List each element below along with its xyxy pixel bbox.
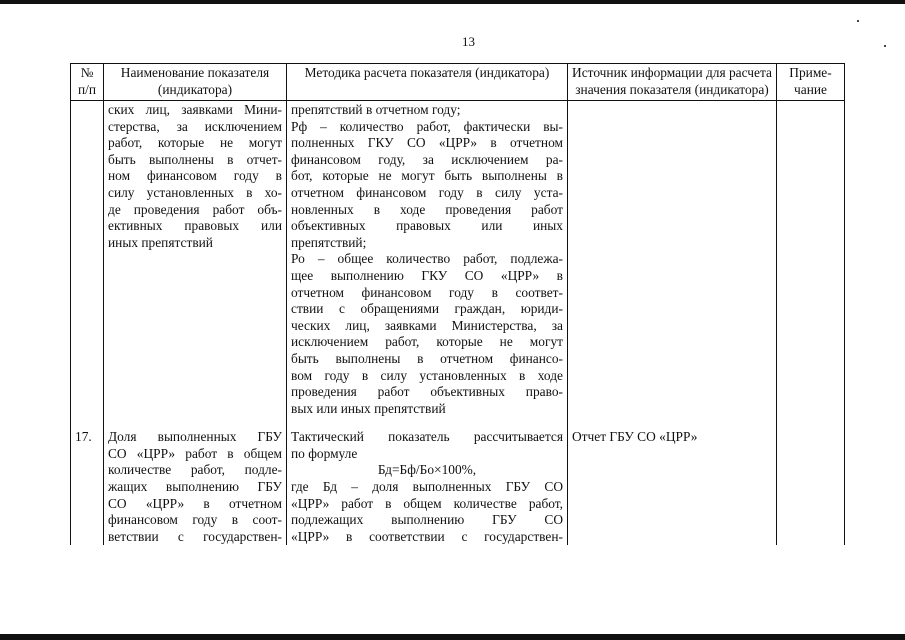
- row-number-cell: [71, 101, 104, 418]
- information-source-cell: Отчет ГБУ СО «ЦРР»: [568, 429, 777, 545]
- information-source-cell: [568, 101, 777, 418]
- text-line: стерства, за исключением: [108, 118, 282, 134]
- text-line: силу установленных в хо-: [108, 184, 282, 200]
- text-line: Ро – общее количество работ, подлежа-: [291, 251, 563, 267]
- scan-speck: [884, 45, 886, 47]
- text-line: ном финансовом году в: [108, 168, 282, 184]
- calculation-method-cell: [287, 429, 568, 545]
- text-line: де проведения работ объ-: [108, 201, 282, 217]
- text-line: отчетном финансовом году в соответ-: [291, 284, 563, 300]
- table-header-row: [71, 64, 845, 101]
- text-line: проведения работ объективных право-: [291, 384, 563, 400]
- text-line: объективных правовых или иных: [291, 218, 563, 234]
- text-line: щее выполнению ГКУ СО «ЦРР» в: [291, 267, 563, 283]
- text-line: быть выполнены в отчет-: [108, 151, 282, 167]
- text-line: ских лиц, заявками Мини-: [108, 102, 282, 117]
- text-line: препятствий в отчетном году;: [291, 102, 461, 117]
- text-line: бот, которые не могут быть выполнены в: [291, 168, 563, 184]
- text-line: финансовом году, за исключением ра-: [291, 151, 563, 167]
- note-cell: [777, 429, 845, 545]
- text-line: ветствии с государствен-: [108, 528, 282, 544]
- text-line: ческих лиц, заявками Министерства, за: [291, 317, 563, 333]
- text-line: финансовом году в соот-: [108, 512, 282, 528]
- text-line: работ, которые не могут: [108, 135, 282, 151]
- top-border-rule: [0, 0, 905, 4]
- header-number: № п/п: [71, 64, 104, 101]
- text-line: Доля выполненных ГБУ: [108, 429, 282, 445]
- text-line: по формуле: [291, 445, 358, 461]
- text-line: количестве работ, подле-: [108, 462, 282, 478]
- calculation-method-cell: [287, 101, 568, 418]
- text-line: «ЦРР» в соответствии с государствен-: [291, 528, 563, 544]
- text-line: СО «ЦРР» в отчетном: [108, 495, 282, 511]
- text-line: иных препятствий: [108, 234, 213, 250]
- text-line: исключением работ, которые не могут: [291, 334, 563, 350]
- text-line: полненных ГКУ СО «ЦРР» в отчетном: [291, 135, 563, 151]
- text-line: «ЦРР» работ в общем количестве работ,: [291, 495, 563, 511]
- note-cell: [777, 101, 845, 418]
- table-row: [71, 429, 845, 545]
- indicator-table: [70, 63, 845, 545]
- text-line: вых или иных препятствий: [291, 400, 446, 416]
- text-line: ствии с обращениями граждан, юриди-: [291, 301, 563, 317]
- header-indicator-name: Наименование показателя (индикатора): [104, 64, 287, 101]
- header-calculation-method: Методика расчета показателя (индикатора): [287, 64, 568, 101]
- text-line: новленных в ходе проведения работ: [291, 201, 563, 217]
- text-line: отчетном финансовом году в силу уста-: [291, 184, 563, 200]
- bottom-border-rule: [0, 634, 905, 640]
- text-line: препятствий;: [291, 234, 367, 250]
- text-line: Тактический показатель рассчитывается: [291, 429, 563, 445]
- page-number: 13: [462, 34, 475, 49]
- text-line: быть выполнены в отчетном финансо-: [291, 350, 563, 366]
- text-line: СО «ЦРР» работ в общем: [108, 445, 282, 461]
- text-line: ективных правовых или: [108, 218, 282, 234]
- formula-line: Бд=Бф/Бо×100%,: [377, 462, 477, 478]
- indicator-name-cell: [104, 101, 287, 418]
- table-row: [71, 101, 845, 418]
- header-information-source: Источник информации для расчета значения показателя (индикатора): [568, 64, 777, 101]
- scan-speck: [857, 20, 859, 22]
- text-line: жащих выполнению ГБУ: [108, 479, 282, 495]
- indicator-name-cell: [104, 429, 287, 545]
- text-line: подлежащих выполнению ГБУ СО: [291, 512, 563, 528]
- row-number-cell: 17.: [71, 429, 104, 545]
- row-spacer: [71, 417, 845, 429]
- header-note: Приме-чание: [777, 64, 845, 101]
- text-line: вом году в силу установленных в ходе: [291, 367, 563, 383]
- text-line: где Бд – доля выполненных ГБУ СО: [291, 479, 563, 495]
- text-line: Рф – количество работ, фактически вы-: [291, 118, 563, 134]
